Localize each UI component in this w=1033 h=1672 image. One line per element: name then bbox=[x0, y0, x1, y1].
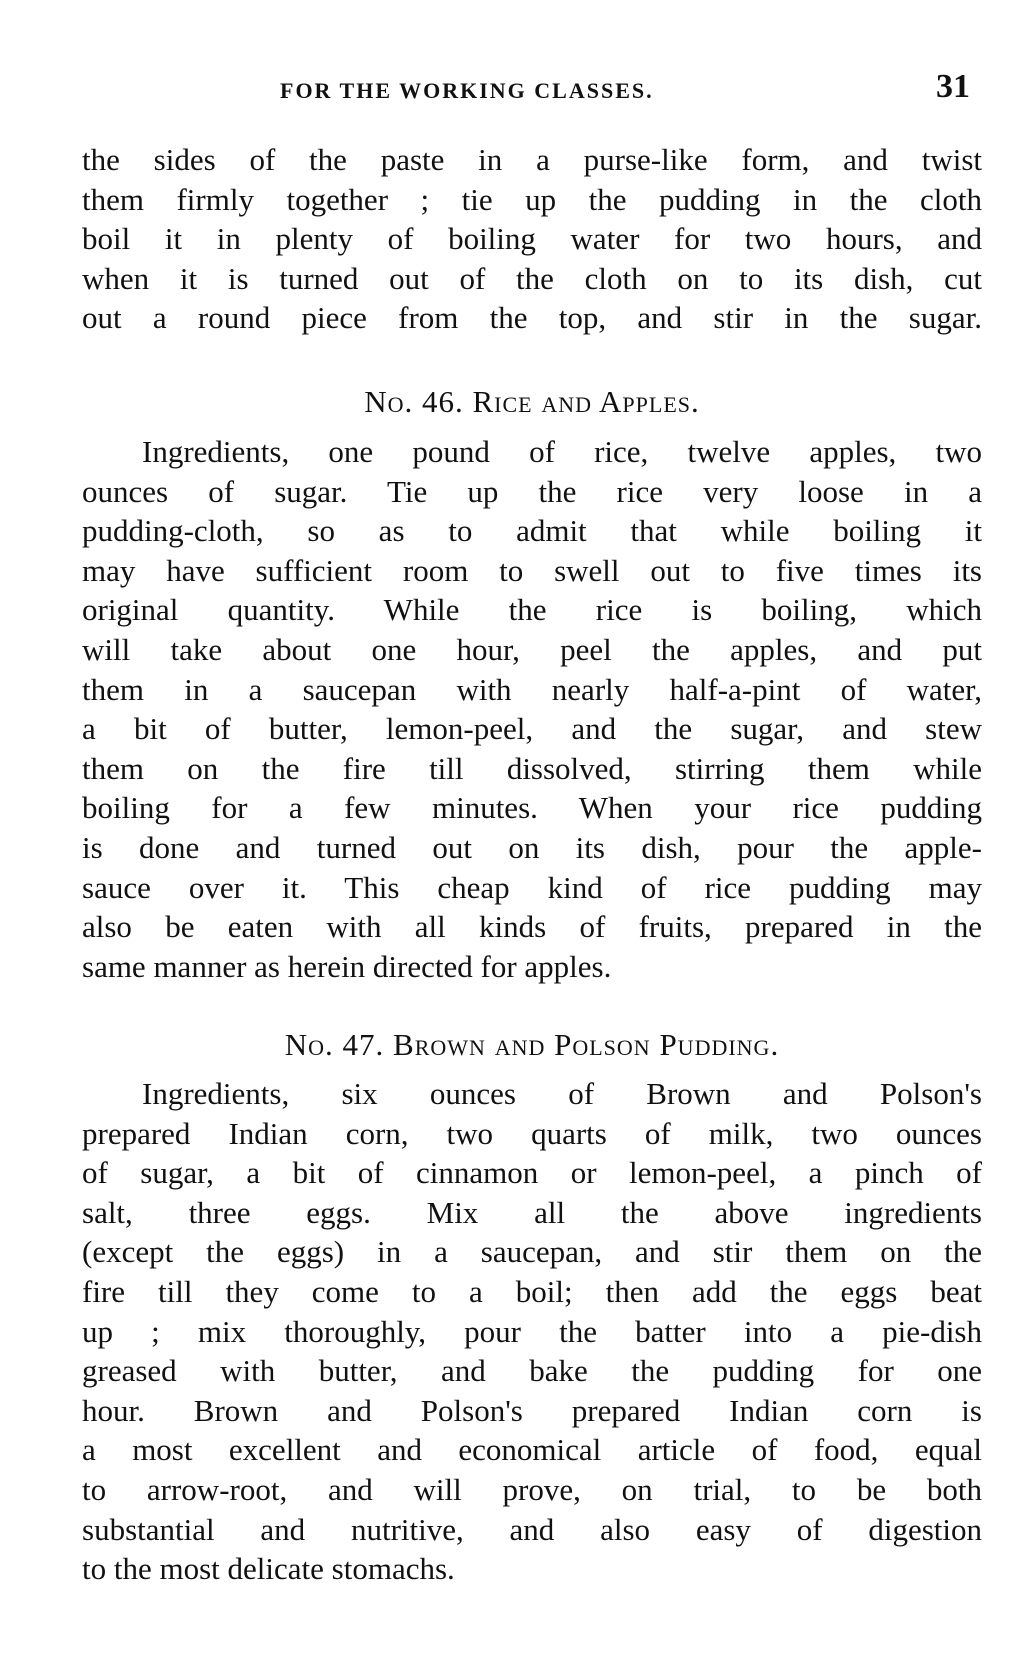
recipe-heading-46: No. 46. Rice and Apples. bbox=[364, 384, 700, 419]
text-line: prepared Indian corn, two quarts of milk, two ounces bbox=[82, 1115, 982, 1151]
text-line: also be eaten with all kinds of fruits, prepared in the bbox=[82, 909, 982, 945]
text-line: a bit of butter, lemon-peel, and the sugar, and stew bbox=[82, 711, 982, 747]
text-line: when it is turned out of the cloth on to its dish, cut bbox=[82, 260, 982, 296]
text-line: will take about one hour, peel the apples, and put bbox=[82, 631, 982, 667]
text-line: them firmly together ; tie up the pudding in the cloth bbox=[82, 181, 982, 217]
text-line: boil it in plenty of boiling water for two hours, and bbox=[82, 221, 982, 257]
text-line: them on the fire till dissolved, stirring them while bbox=[82, 750, 982, 786]
text-line: (except the eggs) in a saucepan, and stir them on the bbox=[82, 1234, 982, 1270]
text-line: of sugar, a bit of cinnamon or lemon-peel, a pinch of bbox=[82, 1155, 982, 1191]
paragraph-continuation bbox=[82, 140, 982, 338]
text-line: the sides of the paste in a purse-like form, and twist bbox=[82, 142, 982, 177]
running-title: FOR THE WORKING CLASSES. bbox=[280, 78, 654, 103]
text-line: Ingredients, one pound of rice, twelve apples, two bbox=[142, 434, 982, 469]
text-line: pudding-cloth, so as to admit that while boiling it bbox=[82, 513, 982, 549]
text-line: to arrow-root, and will prove, on trial, to be both bbox=[82, 1471, 982, 1507]
text-line: a most excellent and economical article of food, equal bbox=[82, 1432, 982, 1468]
text-line: greased with butter, and bake the pudding for one bbox=[82, 1353, 982, 1389]
recipe-body-46 bbox=[82, 432, 982, 986]
recipe-heading-47: No. 47. Brown and Polson Pudding. bbox=[284, 1027, 780, 1062]
text-line: hour. Brown and Polson's prepared Indian corn is bbox=[82, 1392, 982, 1428]
text-line: substantial and nutritive, and also easy of digestion bbox=[82, 1511, 982, 1547]
text-line: is done and turned out on its dish, pour the apple- bbox=[82, 829, 982, 865]
text-line: fire till they come to a boil; then add the eggs beat bbox=[82, 1273, 982, 1309]
text-line: original quantity. While the rice is boiling, which bbox=[82, 592, 982, 628]
text-line: up ; mix thoroughly, pour the batter into a pie-dish bbox=[82, 1313, 982, 1349]
running-head bbox=[80, 68, 980, 108]
text-line: to the most delicate stomachs. bbox=[82, 1551, 455, 1587]
text-line: same manner as herein directed for apples. bbox=[82, 948, 612, 984]
text-line: out a round piece from the top, and stir in the sugar. bbox=[82, 300, 982, 336]
text-line: may have sufficient room to swell out to five times its bbox=[82, 552, 982, 588]
page-number: 31 bbox=[936, 68, 970, 105]
text-line: Ingredients, six ounces of Brown and Polson's bbox=[142, 1076, 982, 1111]
text-line: ounces of sugar. Tie up the rice very loose in a bbox=[82, 473, 982, 509]
text-line: them in a saucepan with nearly half-a-pint of water, bbox=[82, 671, 982, 707]
text-line: boiling for a few minutes. When your rice pudding bbox=[82, 790, 982, 826]
text-line: salt, three eggs. Mix all the above ingredients bbox=[82, 1194, 982, 1230]
recipe-body-47 bbox=[82, 1074, 982, 1589]
text-line: sauce over it. This cheap kind of rice pudding may bbox=[82, 869, 982, 905]
